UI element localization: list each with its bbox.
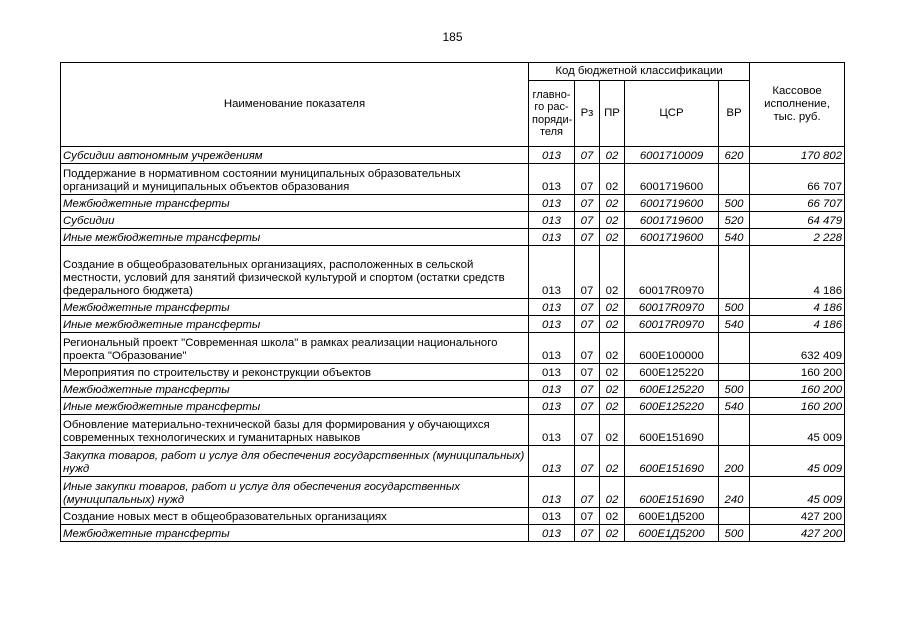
cell-amount: 632 409 — [750, 333, 845, 364]
cell-glav: 013 — [529, 229, 575, 246]
header-rz: Рз — [575, 81, 600, 147]
cell-pr: 02 — [600, 195, 625, 212]
table-row — [61, 195, 845, 212]
cell-csr: 600Е125220 — [625, 398, 719, 415]
cell-amount: 45 009 — [750, 477, 845, 508]
cell-vr: 500 — [719, 299, 750, 316]
cell-csr: 60017R0970 — [625, 316, 719, 333]
cell-csr: 600Е1Д5200 — [625, 525, 719, 542]
table-row — [61, 147, 845, 164]
cell-vr: 500 — [719, 195, 750, 212]
cell-rz: 07 — [575, 229, 600, 246]
cell-pr: 02 — [600, 381, 625, 398]
cell-vr: 500 — [719, 381, 750, 398]
cell-pr: 02 — [600, 398, 625, 415]
table-row — [61, 477, 845, 508]
header-name: Наименование показателя — [61, 63, 529, 147]
cell-glav: 013 — [529, 212, 575, 229]
cell-csr: 6001719600 — [625, 164, 719, 195]
cell-glav: 013 — [529, 246, 575, 299]
table-row — [61, 508, 845, 525]
cell-vr — [719, 364, 750, 381]
header-code-group: Код бюджетной классификации — [529, 63, 750, 81]
cell-rz: 07 — [575, 508, 600, 525]
cell-amount: 64 479 — [750, 212, 845, 229]
cell-pr: 02 — [600, 212, 625, 229]
cell-vr — [719, 333, 750, 364]
cell-glav: 013 — [529, 477, 575, 508]
cell-amount: 45 009 — [750, 415, 845, 446]
table-row — [61, 415, 845, 446]
cell-name: Иные межбюджетные трансферты — [61, 229, 529, 246]
table-body — [61, 147, 845, 542]
cell-amount: 160 200 — [750, 381, 845, 398]
cell-rz: 07 — [575, 212, 600, 229]
cell-pr: 02 — [600, 147, 625, 164]
cell-name: Межбюджетные трансферты — [61, 381, 529, 398]
cell-vr — [719, 164, 750, 195]
cell-amount: 4 186 — [750, 316, 845, 333]
cell-name: Субсидии — [61, 212, 529, 229]
cell-name: Субсидии автономным учреждениям — [61, 147, 529, 164]
cell-glav: 013 — [529, 299, 575, 316]
cell-vr: 540 — [719, 229, 750, 246]
cell-amount: 2 228 — [750, 229, 845, 246]
cell-rz: 07 — [575, 446, 600, 477]
cell-csr: 6001719600 — [625, 195, 719, 212]
cell-pr: 02 — [600, 229, 625, 246]
cell-amount: 45 009 — [750, 446, 845, 477]
table-row — [61, 212, 845, 229]
cell-name: Закупка товаров, работ и услуг для обеспечения государственных (муниципальных) нужд — [61, 446, 529, 477]
budget-table-container — [60, 62, 844, 542]
cell-rz: 07 — [575, 147, 600, 164]
table-row — [61, 246, 845, 299]
cell-csr: 6001710009 — [625, 147, 719, 164]
table-row — [61, 446, 845, 477]
cell-csr: 60017R0970 — [625, 246, 719, 299]
cell-csr: 600Е100000 — [625, 333, 719, 364]
cell-name: Региональный проект "Современная школа" в рамках реализации национального проекта "Образование" — [61, 333, 529, 364]
cell-csr: 600Е1Д5200 — [625, 508, 719, 525]
cell-rz: 07 — [575, 195, 600, 212]
cell-name: Межбюджетные трансферты — [61, 299, 529, 316]
cell-glav: 013 — [529, 147, 575, 164]
cell-name: Создание в общеобразовательных организациях, расположенных в сельской местности, условий для занятий физической культурой и спортом (остатки средств федерального бюджета) — [61, 246, 529, 299]
cell-pr: 02 — [600, 246, 625, 299]
header-glav: главно-го рас-поряди-теля — [529, 81, 575, 147]
cell-pr: 02 — [600, 164, 625, 195]
cell-pr: 02 — [600, 525, 625, 542]
cell-csr: 600Е151690 — [625, 477, 719, 508]
cell-amount: 160 200 — [750, 364, 845, 381]
cell-csr: 600Е125220 — [625, 381, 719, 398]
cell-pr: 02 — [600, 333, 625, 364]
cell-name: Создание новых мест в общеобразовательных организациях — [61, 508, 529, 525]
cell-name: Поддержание в нормативном состоянии муниципальных образовательных организаций и муниципальных объектов образования — [61, 164, 529, 195]
cell-amount: 66 707 — [750, 195, 845, 212]
cell-rz: 07 — [575, 477, 600, 508]
cell-pr: 02 — [600, 316, 625, 333]
cell-vr: 540 — [719, 398, 750, 415]
cell-glav: 013 — [529, 398, 575, 415]
cell-glav: 013 — [529, 316, 575, 333]
cell-csr: 600Е151690 — [625, 446, 719, 477]
cell-vr: 520 — [719, 212, 750, 229]
table-row — [61, 525, 845, 542]
cell-amount: 160 200 — [750, 398, 845, 415]
cell-vr: 240 — [719, 477, 750, 508]
cell-rz: 07 — [575, 299, 600, 316]
table-row — [61, 164, 845, 195]
cell-csr: 6001719600 — [625, 212, 719, 229]
cell-glav: 013 — [529, 381, 575, 398]
cell-pr: 02 — [600, 415, 625, 446]
cell-rz: 07 — [575, 415, 600, 446]
cell-rz: 07 — [575, 364, 600, 381]
table-row — [61, 398, 845, 415]
cell-vr — [719, 508, 750, 525]
cell-pr: 02 — [600, 364, 625, 381]
cell-name: Иные закупки товаров, работ и услуг для обеспечения государственных (муниципальных) нужд — [61, 477, 529, 508]
header-amount: Кассовое исполнение, тыс. руб. — [750, 63, 845, 147]
cell-name: Межбюджетные трансферты — [61, 195, 529, 212]
table-row — [61, 316, 845, 333]
cell-glav: 013 — [529, 446, 575, 477]
cell-glav: 013 — [529, 364, 575, 381]
cell-glav: 013 — [529, 333, 575, 364]
table-row — [61, 381, 845, 398]
cell-vr: 200 — [719, 446, 750, 477]
cell-amount: 427 200 — [750, 508, 845, 525]
cell-rz: 07 — [575, 398, 600, 415]
cell-glav: 013 — [529, 508, 575, 525]
header-vr: ВР — [719, 81, 750, 147]
cell-vr: 540 — [719, 316, 750, 333]
cell-rz: 07 — [575, 525, 600, 542]
table-row — [61, 229, 845, 246]
cell-pr: 02 — [600, 508, 625, 525]
cell-glav: 013 — [529, 164, 575, 195]
cell-name: Обновление материально-технической базы для формирования у обучающихся современных технологических и гуманитарных навыков — [61, 415, 529, 446]
cell-vr — [719, 246, 750, 299]
cell-csr: 60017R0970 — [625, 299, 719, 316]
cell-vr: 500 — [719, 525, 750, 542]
cell-name: Иные межбюджетные трансферты — [61, 398, 529, 415]
cell-pr: 02 — [600, 446, 625, 477]
page-number: 185 — [442, 30, 463, 44]
cell-name: Межбюджетные трансферты — [61, 525, 529, 542]
cell-vr — [719, 415, 750, 446]
cell-amount: 4 186 — [750, 246, 845, 299]
cell-glav: 013 — [529, 195, 575, 212]
table-row — [61, 364, 845, 381]
cell-vr: 620 — [719, 147, 750, 164]
cell-name: Иные межбюджетные трансферты — [61, 316, 529, 333]
budget-table — [60, 62, 845, 542]
cell-rz: 07 — [575, 381, 600, 398]
cell-name: Мероприятия по строительству и реконструкции объектов — [61, 364, 529, 381]
cell-rz: 07 — [575, 333, 600, 364]
cell-amount: 66 707 — [750, 164, 845, 195]
cell-amount: 4 186 — [750, 299, 845, 316]
cell-csr: 600Е125220 — [625, 364, 719, 381]
cell-glav: 013 — [529, 415, 575, 446]
header-csr: ЦСР — [625, 81, 719, 147]
table-row — [61, 299, 845, 316]
table-row — [61, 333, 845, 364]
cell-csr: 6001719600 — [625, 229, 719, 246]
cell-amount: 427 200 — [750, 525, 845, 542]
cell-rz: 07 — [575, 246, 600, 299]
header-pr: ПР — [600, 81, 625, 147]
cell-glav: 013 — [529, 525, 575, 542]
cell-pr: 02 — [600, 299, 625, 316]
cell-amount: 170 802 — [750, 147, 845, 164]
cell-rz: 07 — [575, 316, 600, 333]
cell-rz: 07 — [575, 164, 600, 195]
cell-pr: 02 — [600, 477, 625, 508]
cell-csr: 600Е151690 — [625, 415, 719, 446]
